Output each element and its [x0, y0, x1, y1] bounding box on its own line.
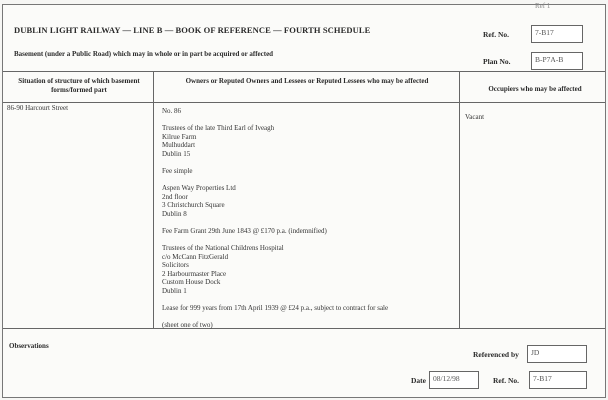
occupiers-value: Vacant [465, 113, 485, 121]
column-header-situation: Situation of structure of which basement forms/formed part [18, 77, 140, 94]
footer-ref-no-field[interactable]: 7-B17 [529, 371, 587, 389]
referenced-by-field[interactable]: JD [527, 345, 587, 363]
owner-entry: Trustees of the late Third Earl of Iveagh Kilrue Farm Mulhuddart Dublin 15 [162, 124, 275, 158]
column-divider-1 [153, 71, 154, 328]
reference-sheet [2, 4, 606, 398]
owner-entry: No. 86 [162, 107, 182, 115]
footer-ref-no-label: Ref. No. [493, 376, 520, 385]
owner-entry: Trustees of the National Childrens Hospital c/o McCann FitzGerald Solicitors 2 Harbourmaster Place Custom House Dock Dublin 1 [162, 244, 284, 295]
document-subtitle: Basement (under a Public Road) which may in whole or in part be acquired or affected [14, 50, 274, 58]
date-field[interactable]: 08/12/98 [429, 371, 479, 389]
column-header-occupiers: Occupiers who may be affected [488, 85, 582, 93]
owner-entry: Fee Farm Grant 29th June 1843 @ £170 p.a. (indemnified) [162, 226, 327, 235]
plan-no-field[interactable]: B-P7A-B [531, 52, 583, 70]
corner-scrawl: Ref 1 [535, 2, 551, 10]
document-title: DUBLIN LIGHT RAILWAY — LINE B — BOOK OF REFERENCE — FOURTH SCHEDULE [14, 25, 371, 35]
owner-entry: Lease for 999 years from 17th April 1939 @ £24 p.a., subject to contract for sale [162, 304, 389, 313]
date-label: Date [411, 376, 426, 385]
owner-entry: Fee simple [162, 166, 193, 175]
header-divider [3, 71, 605, 72]
column-header-owners: Owners or Reputed Owners and Lessees or Reputed Lessees who may be affected [185, 77, 429, 85]
plan-no-label: Plan No. [483, 57, 511, 66]
owner-entry: (sheet one of two) [162, 321, 213, 330]
column-divider-2 [459, 71, 460, 328]
referenced-by-label: Referenced by [473, 350, 519, 359]
owners-list [162, 107, 454, 338]
situation-value: 86-90 Harcourt Street [7, 104, 69, 112]
observations-label: Observations [9, 342, 49, 350]
owner-entry: Aspen Way Properties Ltd 2nd floor 3 Christchurch Square Dublin 8 [162, 184, 236, 218]
column-head-divider [3, 102, 605, 103]
ref-no-field[interactable]: 7-B17 [531, 25, 583, 43]
ref-no-label: Ref. No. [483, 30, 510, 39]
